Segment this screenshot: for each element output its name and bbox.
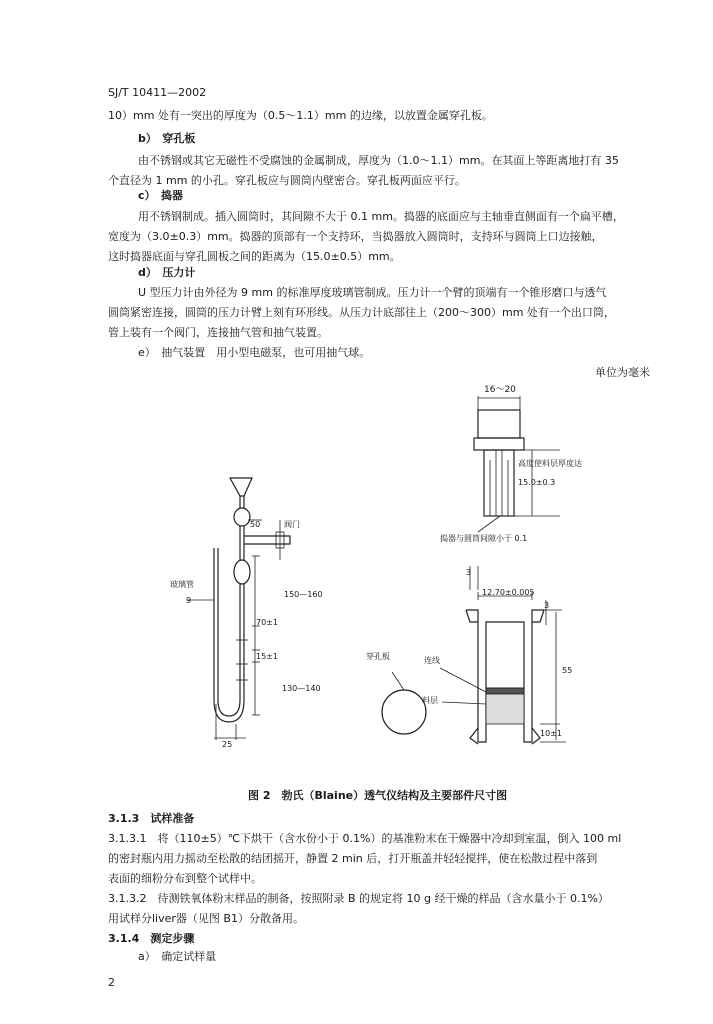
para-313-2a: 3.1.3.2 待测铁氧体粉末样品的制备，按照附录 B 的规定将 10 g 经干燥的样品（含水量小于 0.1%） bbox=[108, 892, 609, 905]
para-313-1c: 表面的细粉分布到整个试样中。 bbox=[108, 872, 262, 885]
section-314-title: 3.1.4 测定步骤 bbox=[108, 932, 195, 945]
label-perf-plate: 穿孔板 bbox=[366, 652, 390, 661]
heading-b: b） 穿孔板 bbox=[138, 132, 196, 145]
heading-c: c） 捣器 bbox=[138, 189, 184, 202]
label-25: 25 bbox=[222, 740, 233, 749]
para-c3: 这时捣器底面与穿孔圆板之间的距离为（15.0±0.5）mm。 bbox=[108, 250, 401, 263]
para-313-2b: 用试样分liver器（见图 B1）分散备用。 bbox=[108, 912, 304, 925]
para-d2: 圆筒紧密连接，圆筒的压力计臂上刻有环形线。从压力计底部往上（200～300）mm 处有一个出口筒， bbox=[108, 306, 615, 319]
section-313-title: 3.1.3 试样准备 bbox=[108, 812, 195, 825]
manometer-drawing bbox=[188, 478, 290, 740]
page-number: 2 bbox=[108, 976, 115, 989]
label-valve: 阀门 bbox=[284, 520, 300, 529]
figure-caption: 图 2 勃氏（Blaine）透气仪结构及主要部件尺寸图 bbox=[248, 789, 508, 802]
label-12-70: 12.70±0.005 bbox=[482, 588, 535, 597]
label-15-0: 15.0±0.3 bbox=[518, 478, 556, 487]
label-lap-line: 连线 bbox=[424, 656, 440, 665]
para-b2: 个直径为 1 mm 的小孔。穿孔板应与圆筒内壁密合。穿孔板两面应平行。 bbox=[108, 174, 466, 187]
cell-drawing bbox=[382, 566, 566, 744]
label-150-160: 150—160 bbox=[284, 590, 323, 599]
label-height-note: 高度使料层厚度达 bbox=[518, 459, 582, 468]
label-glass-tube: 玻璃管 bbox=[170, 580, 194, 589]
label-10: 10±1 bbox=[540, 729, 562, 738]
label-3b: 3 bbox=[544, 601, 550, 610]
label-gap-note: 捣器与圆筒间隙小于 0.1 bbox=[440, 534, 528, 543]
para-314-a: a） 确定试样量 bbox=[138, 950, 217, 963]
label-130-140: 130—140 bbox=[282, 684, 321, 693]
label-3a: 3 bbox=[466, 568, 472, 577]
label-70: 70±1 bbox=[256, 618, 278, 627]
label-55: 55 bbox=[562, 666, 573, 675]
label-material: 料层 bbox=[422, 696, 438, 705]
para-313-1a: 3.1.3.1 将（110±5）℃下烘干（含水份小于 0.1%）的基准粉末在干燥器中冷却到室温，倒入 100 ml bbox=[108, 832, 622, 845]
label-50: 50 bbox=[250, 520, 261, 529]
heading-d: d） 压力计 bbox=[138, 266, 196, 279]
para-b1: 由不锈钢或其它无磁性不受腐蚀的金属制成，厚度为（1.0～1.1）mm。在其面上等距离地打有 35 bbox=[138, 154, 619, 167]
para-c2: 宽度为（3.0±0.3）mm。捣器的顶部有一个支持环，当捣器放入圆筒时，支持环与圆筒上口边接触， bbox=[108, 230, 603, 243]
label-15b: 15±1 bbox=[256, 652, 278, 661]
label-16-20: 16～20 bbox=[484, 385, 516, 395]
para-c1: 用不锈钢制成。插入圆筒时，其间隙不大于 0.1 mm。捣器的底面应与主轴垂直侧面有一个扁平槽， bbox=[138, 210, 624, 223]
para-d1: U 型压力计由外径为 9 mm 的标准厚度玻璃管制成。压力计一个臂的顶端有一个锥形磨口与透气 bbox=[138, 286, 607, 299]
para-e1: e） 抽气装置 用小型电磁泵，也可用抽气球。 bbox=[138, 346, 371, 359]
para-l1: 10）mm 处有一突出的厚度为（0.5～1.1）mm 的边缘，以放置金属穿孔板。 bbox=[108, 109, 493, 122]
label-9: 9 bbox=[186, 596, 192, 605]
unit-note: 单位为毫米 bbox=[595, 366, 650, 379]
para-313-1b: 的密封瓶内用力摇动至松散的结团摇开，静置 2 min 后，打开瓶盖并轻轻搅拌，使在松散过程中落到 bbox=[108, 852, 598, 865]
header-code: SJ/T 10411—2002 bbox=[108, 86, 207, 99]
para-d3: 管上装有一个阀门，连接抽气管和抽气装置。 bbox=[108, 326, 328, 339]
